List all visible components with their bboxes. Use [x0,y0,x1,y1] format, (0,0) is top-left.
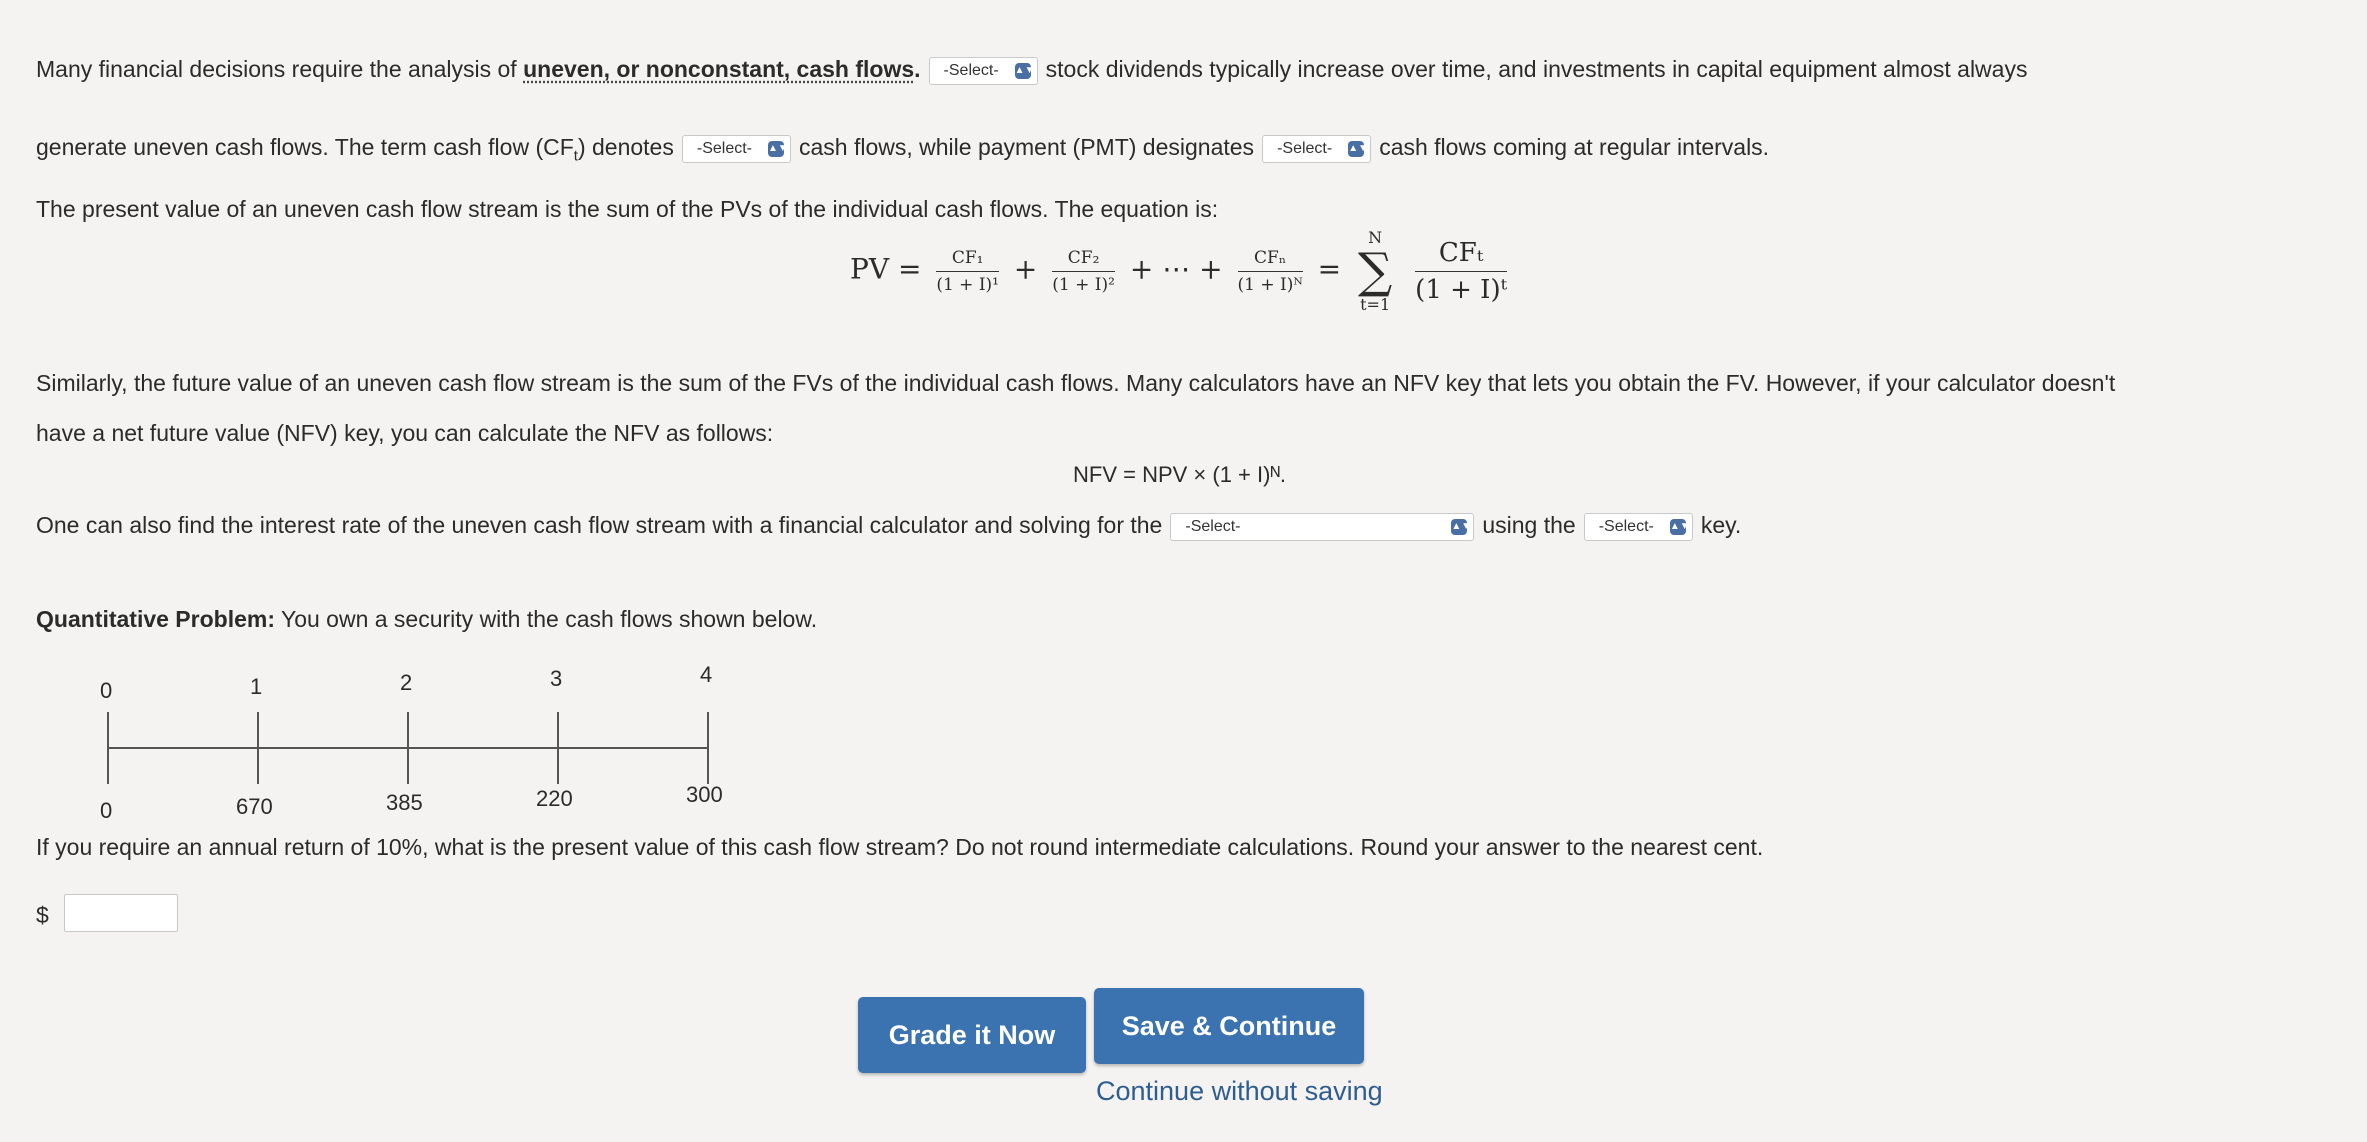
cash-flow-timeline [60,660,740,823]
dropdown-arrow-icon: ▲▼ [768,141,784,157]
fv-text-line-1: Similarly, the future value of an uneven cash flow stream is the sum of the FVs of the individual cash flows. Many calculators have an NFV key that lets you obtain the FV. However, if your calculator doesn't [36,370,2116,396]
save-continue-button[interactable]: Save & Continue [1094,988,1364,1064]
pv-intro-text: The present value of an uneven cash flow stream is the sum of the PVs of the individual cash flows. The equation is: [36,196,1219,222]
select-dropdown-e[interactable]: -Select- ▲▼ [1584,513,1693,541]
pv-term-2: $\frac{\text{CF₂}}{\text{(1 + I)²}}$ [1052,247,1115,295]
quantitative-problem: Quantitative Problem: You own a security with the cash flows shown below. [36,606,818,632]
pv-equation: PV = $\frac{\text{CF₁}}{\text{(1 + I)¹}}$ + $\frac{\text{CF₂}}{\text{(1 + I)²}}$ + ⋯ + $\frac{\text{CFₙ}}{\text{(1 + I)ᴺ}}$ = N ∑ t=1 $\frac{\text{CFₜ}}{\text{(1 + I)ᵗ}}$ [850,228,1507,314]
timeline-period: 0 [100,678,113,703]
timeline-cash-flow: 385 [386,790,423,815]
select-dropdown-c[interactable]: -Select- ▲▼ [1262,135,1371,163]
summation-symbol: N ∑ t=1 [1358,228,1393,314]
pv-term-n: $\frac{\text{CFₙ}}{\text{(1 + I)ᴺ}}$ [1237,247,1303,295]
timeline-cash-flow: 300 [686,782,723,807]
nfv-equation: NFV = NPV × (1 + I)ᴺ. [1073,462,1287,487]
intro-line-2: generate uneven cash flows. The term cash flow $(CF_t)$ denotes -Select- ▲▼ cash flows, while payment (PMT) designates -Select- ▲▼ cash flows coming at regular intervals. [36,134,1770,165]
question-text: If you require an annual return of 10%, what is the present value of this cash flow stream? Do not round intermediate calculations. Round your answer to the nearest cent. [36,834,1764,860]
problem-label: Quantitative Problem: [36,606,275,632]
pv-term-1: $\frac{\text{CF₁}}{\text{(1 + I)¹}}$ [936,247,999,295]
dropdown-arrow-icon: ▲▼ [1015,63,1031,79]
select-dropdown-d[interactable]: -Select- ▲▼ [1170,513,1474,541]
pv-term-sum: $\frac{\text{CFₜ}}{\text{(1 + I)ᵗ}}$ [1415,237,1507,305]
interest-rate-text: One can also find the interest rate of the uneven cash flow stream with a financial calculator and solving for the -Select- ▲▼ using the -Select- ▲▼ key. [36,512,1741,541]
continue-without-saving-link[interactable]: Continue without saving [1096,1076,1383,1106]
timeline-period: 2 [400,670,413,695]
timeline-period: 4 [700,662,713,687]
grade-it-now-button[interactable]: Grade it Now [858,997,1086,1073]
present-value-input[interactable] [64,894,178,932]
select-dropdown-a[interactable]: -Select- ▲▼ [929,57,1038,85]
select-dropdown-b[interactable]: -Select- ▲▼ [682,135,791,163]
uneven-cash-flows-term: uneven, or nonconstant, cash flows [523,56,915,82]
fv-text-line-2: have a net future value (NFV) key, you can calculate the NFV as follows: [36,420,774,446]
dropdown-arrow-icon: ▲▼ [1451,519,1467,535]
dropdown-arrow-icon: ▲▼ [1670,519,1686,535]
timeline-period: 3 [550,666,563,691]
timeline-cash-flow: 0 [100,798,113,823]
timeline-cash-flow: 670 [236,794,273,819]
intro-line-1: Many financial decisions require the analysis of uneven, or nonconstant, cash flows. -Select- ▲▼ stock dividends typically increase over time, and investments in capital equipment almost always [36,56,2027,85]
timeline-cash-flow: 220 [536,786,573,811]
dropdown-arrow-icon: ▲▼ [1348,141,1364,157]
timeline-period: 1 [250,674,263,699]
currency-symbol: $ [36,902,49,928]
